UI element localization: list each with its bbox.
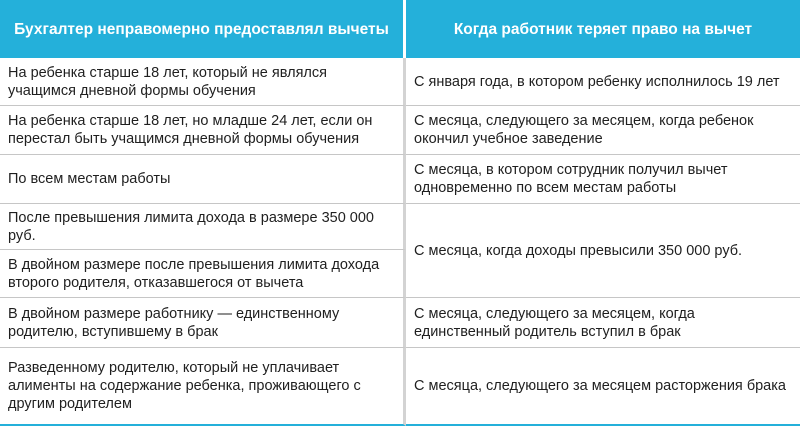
condition-cell: В двойном размере после превышения лимита дохода второго родителя, отказавшегося от вычета bbox=[0, 250, 406, 298]
table-row bbox=[0, 348, 800, 426]
condition-cell: По всем местам работы bbox=[0, 155, 406, 204]
condition-cell: Разведенному родителю, который не уплачивает алименты на содержание ребенка, проживающего с другим родителем bbox=[0, 348, 406, 426]
loss-cell: С января года, в котором ребенку исполнилось 19 лет bbox=[406, 58, 800, 106]
table-row bbox=[0, 204, 800, 250]
loss-cell: С месяца, в котором сотрудник получил вычет одновременно по всем местам работы bbox=[406, 155, 800, 204]
loss-cell-merged: С месяца, когда доходы превысили 350 000 руб. bbox=[406, 204, 800, 298]
condition-cell: На ребенка старше 18 лет, но младше 24 лет, если он перестал быть учащимся дневной формы обучения bbox=[0, 106, 406, 155]
table-row bbox=[0, 106, 800, 155]
loss-cell: С месяца, следующего за месяцем, когда ребенок окончил учебное заведение bbox=[406, 106, 800, 155]
loss-cell: С месяца, следующего за месяцем, когда единственный родитель вступил в брак bbox=[406, 298, 800, 348]
table-header bbox=[0, 0, 800, 58]
table-body bbox=[0, 58, 800, 426]
header-col-loss-of-right: Когда работник теряет право на вычет bbox=[406, 0, 800, 58]
header-row bbox=[0, 0, 800, 58]
condition-cell: В двойном размере работнику — единственному родителю, вступившему в брак bbox=[0, 298, 406, 348]
table-row bbox=[0, 58, 800, 106]
header-col-improper-deductions: Бухгалтер неправомерно предоставлял вычеты bbox=[0, 0, 406, 58]
loss-cell: С месяца, следующего за месяцем расторжения брака bbox=[406, 348, 800, 426]
table-row bbox=[0, 298, 800, 348]
table-row bbox=[0, 155, 800, 204]
condition-cell: На ребенка старше 18 лет, который не являлся учащимся дневной формы обучения bbox=[0, 58, 406, 106]
condition-cell: После превышения лимита дохода в размере 350 000 руб. bbox=[0, 204, 406, 250]
